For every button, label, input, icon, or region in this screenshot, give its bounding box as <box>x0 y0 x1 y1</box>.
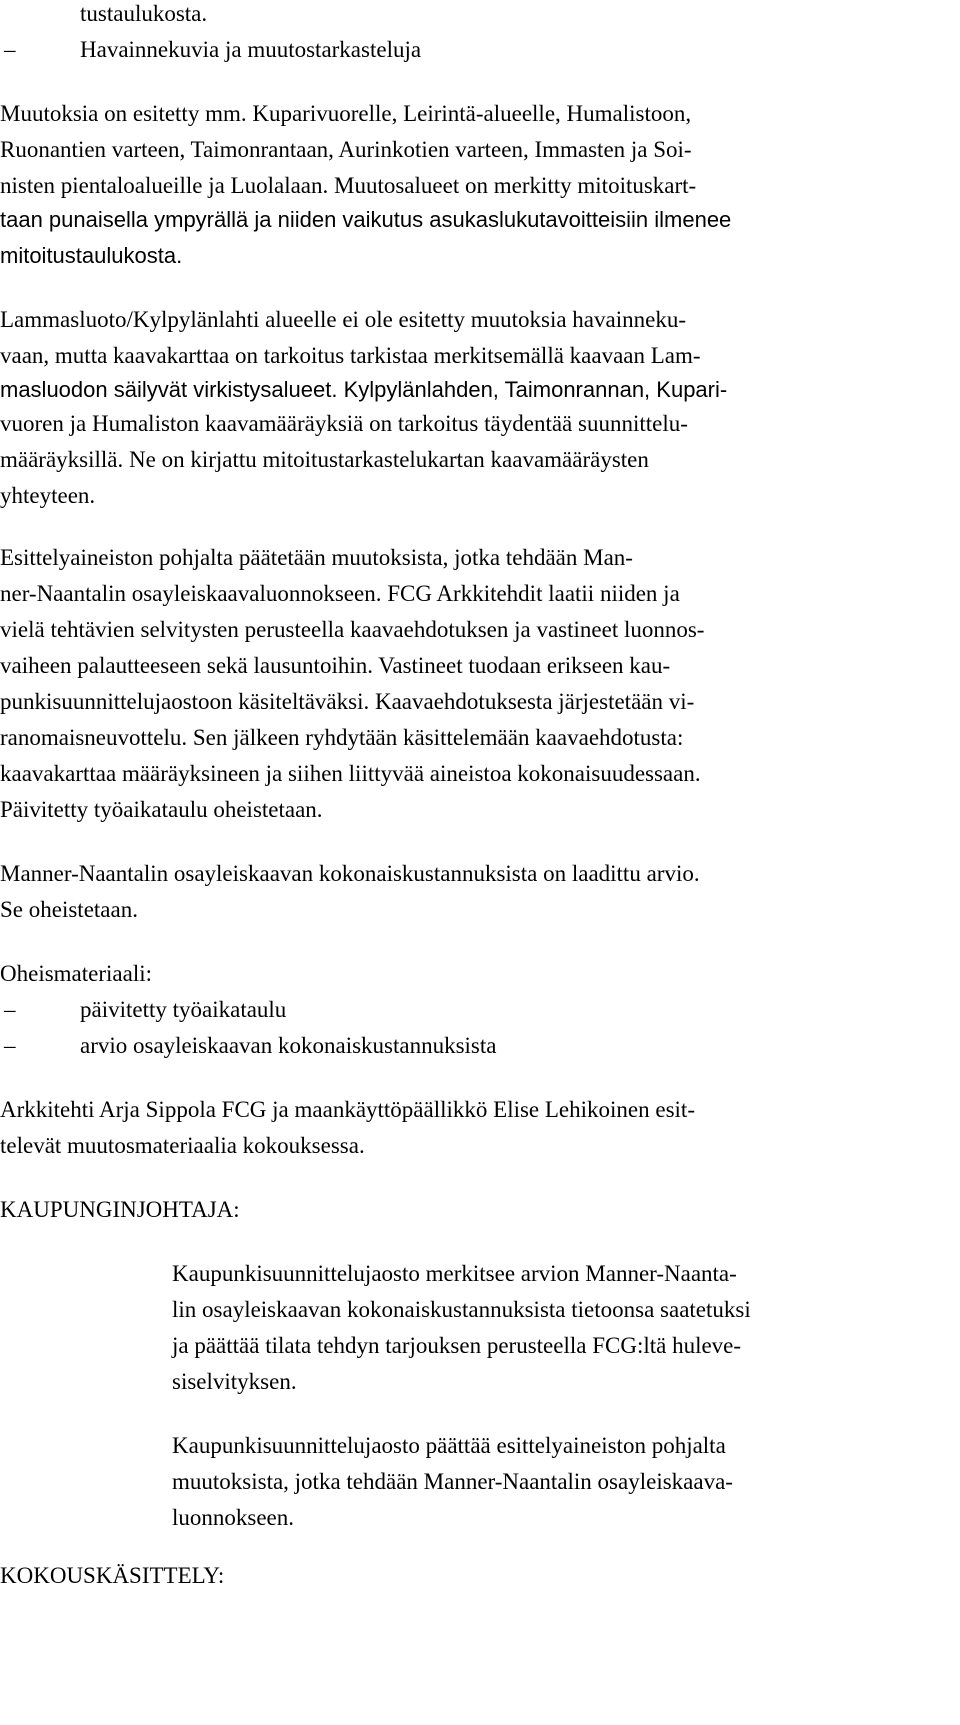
dash-bullet: – <box>4 37 16 62</box>
continued-text-line: tustaulukosta. <box>80 1 208 26</box>
paragraph-line: Ruonantien varteen, Taimonrantaan, Aurinkotien varteen, Immasten ja Soi- <box>0 137 692 162</box>
bullet-text: Havainnekuvia ja muutostarkasteluja <box>80 37 422 62</box>
meeting-heading: KOKOUSKÄSITTELY: <box>0 1563 225 1588</box>
dash-bullet: – <box>4 997 16 1022</box>
paragraph-line: punkisuunnittelujaostoon käsiteltäväksi. Kaavaehdotuksesta järjestetään vi- <box>0 689 695 714</box>
dash-bullet: – <box>4 1033 16 1058</box>
attachment-item: arvio osayleiskaavan kokonaiskustannuksista <box>80 1033 497 1058</box>
paragraph-line: Päivitetty työaikataulu oheistetaan. <box>0 797 323 822</box>
paragraph-line: ranomaisneuvottelu. Sen jälkeen ryhdytään käsittelemään kaavaehdotusta: <box>0 725 684 750</box>
paragraph-line: masluodon säilyvät virkistysalueet. Kylpylänlahden, Taimonrannan, Kupari- <box>0 377 728 402</box>
paragraph-line: Manner-Naantalin osayleiskaavan kokonaiskustannuksista on laadittu arvio. <box>0 861 700 886</box>
paragraph-line: kaavakarttaa määräyksineen ja siihen liittyvää aineistoa kokonaisuudessaan. <box>0 761 701 786</box>
paragraph-line: Arkkitehti Arja Sippola FCG ja maankäyttöpäällikkö Elise Lehikoinen esit- <box>0 1097 695 1122</box>
proposal-line: muutoksista, jotka tehdään Manner-Naantalin osayleiskaava- <box>172 1469 733 1494</box>
proposal-line: ja päättää tilata tehdyn tarjouksen perusteella FCG:ltä huleve- <box>172 1333 742 1358</box>
paragraph-line: vielä tehtävien selvitysten perusteella kaavaehdotuksen ja vastineet luonnos- <box>0 617 705 642</box>
attachments-heading: Oheismateriaali: <box>0 961 152 986</box>
paragraph-line: televät muutosmateriaalia kokouksessa. <box>0 1133 365 1158</box>
proposal-line: luonnokseen. <box>172 1505 295 1530</box>
paragraph-line: mitoitustaulukosta. <box>0 243 183 268</box>
paragraph-line: vaan, mutta kaavakarttaa on tarkoitus tarkistaa merkitsemällä kaavaan Lam- <box>0 343 701 368</box>
paragraph-line: yhteyteen. <box>0 483 96 508</box>
paragraph-line: vuoren ja Humaliston kaavamääräyksiä on tarkoitus täydentää suunnittelu- <box>0 411 688 436</box>
proposal-line: lin osayleiskaavan kokonaiskustannuksista tietoonsa saatetuksi <box>172 1297 751 1322</box>
mayor-heading: KAUPUNGINJOHTAJA: <box>0 1197 240 1222</box>
paragraph-line: Lammasluoto/Kylpylänlahti alueelle ei ole esitetty muutoksia havainneku- <box>0 307 686 332</box>
proposal-line: Kaupunkisuunnittelujaosto merkitsee arvion Manner-Naanta- <box>172 1261 737 1286</box>
paragraph-line: Muutoksia on esitetty mm. Kuparivuorelle, Leirintä-alueelle, Humalistoon, <box>0 101 692 126</box>
paragraph-line: määräyksillä. Ne on kirjattu mitoitustarkastelukartan kaavamääräysten <box>0 447 649 472</box>
paragraph-line: taan punaisella ympyrällä ja niiden vaikutus asukaslukutavoitteisiin ilmenee <box>0 207 732 232</box>
proposal-line: Kaupunkisuunnittelujaosto päättää esittelyaineiston pohjalta <box>172 1433 726 1458</box>
proposal-line: siselvityksen. <box>172 1369 297 1394</box>
paragraph-line: Esittelyaineiston pohjalta päätetään muutoksista, jotka tehdään Man- <box>0 545 633 570</box>
paragraph-line: ner-Naantalin osayleiskaavaluonnokseen. FCG Arkkitehdit laatii niiden ja <box>0 581 680 606</box>
paragraph-line: nisten pientaloalueille ja Luolalaan. Muutosalueet on merkitty mitoituskart- <box>0 173 697 198</box>
attachment-item: päivitetty työaikataulu <box>80 997 287 1022</box>
paragraph-line: Se oheistetaan. <box>0 897 138 922</box>
paragraph-line: vaiheen palautteeseen sekä lausuntoihin. Vastineet tuodaan erikseen kau- <box>0 653 671 678</box>
